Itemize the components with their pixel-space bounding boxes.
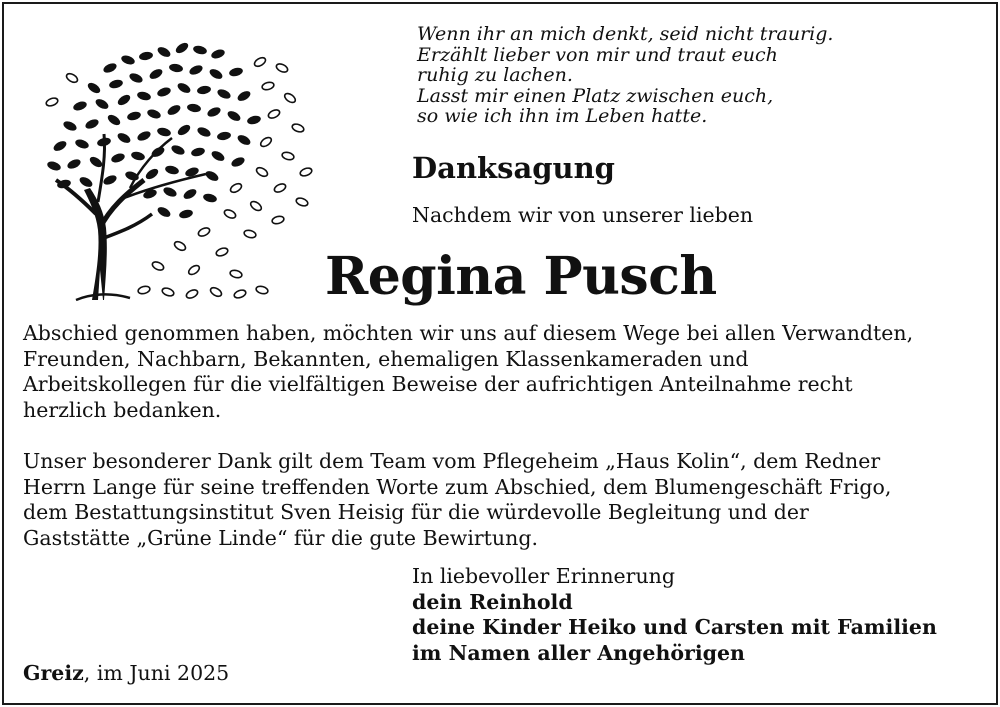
paragraph-line: Unser besonderer Dank gilt dem Team vom Pflegeheim „Haus Kolin“, dem Redner	[23, 449, 881, 473]
signature-line: im Namen aller Angehörigen	[412, 640, 745, 665]
closing-block	[412, 564, 937, 666]
closing-intro: In liebevoller Erinnerung	[412, 564, 675, 588]
poem-line: ruhig zu lachen.	[417, 64, 573, 86]
special-thanks-paragraph	[23, 449, 983, 551]
paragraph-line: Herrn Lange für seine treffenden Worte zum Abschied, dem Blumengeschäft Frigo,	[23, 474, 892, 499]
poem-line: Lasst mir einen Platz zwischen euch,	[417, 84, 774, 107]
place-date-text: , im Juni 2025	[83, 661, 230, 685]
place-date	[23, 660, 229, 686]
paragraph-line: Gaststätte „Grüne Linde“ für die gute Bewirtung.	[23, 525, 538, 550]
paragraph-line: Freunden, Nachbarn, Bekannten, ehemaligen Klassenkameraden und	[23, 346, 749, 371]
intro-text: Nachdem wir von unserer lieben	[412, 203, 754, 227]
poem-line: Erzählt lieber von mir und traut euch	[417, 43, 778, 66]
poem	[417, 24, 977, 127]
paragraph-line: herzlich bedanken.	[23, 397, 222, 422]
heading-danksagung: Danksagung	[412, 151, 615, 185]
signature-line: dein Reinhold	[412, 589, 573, 614]
poem-line: so wie ich ihn im Leben hatte.	[417, 105, 708, 127]
windblown-tree-icon	[40, 38, 320, 303]
paragraph-line: Abschied genommen haben, möchten wir uns auf diesem Wege bei allen Verwandten,	[23, 321, 914, 345]
place-city: Greiz	[23, 661, 84, 685]
paragraph-line: dem Bestattungsinstitut Sven Heisig für die würdevolle Begleitung und der	[23, 500, 809, 525]
signature-line: deine Kinder Heiko und Carsten mit Familien	[412, 615, 937, 639]
thanks-paragraph	[23, 321, 983, 423]
poem-line: Wenn ihr an mich denkt, seid nicht traurig.	[417, 23, 834, 45]
deceased-name: Regina Pusch	[325, 246, 717, 307]
paragraph-line: Arbeitskollegen für die vielfältigen Beweise der aufrichtigen Anteilnahme recht	[23, 372, 853, 397]
